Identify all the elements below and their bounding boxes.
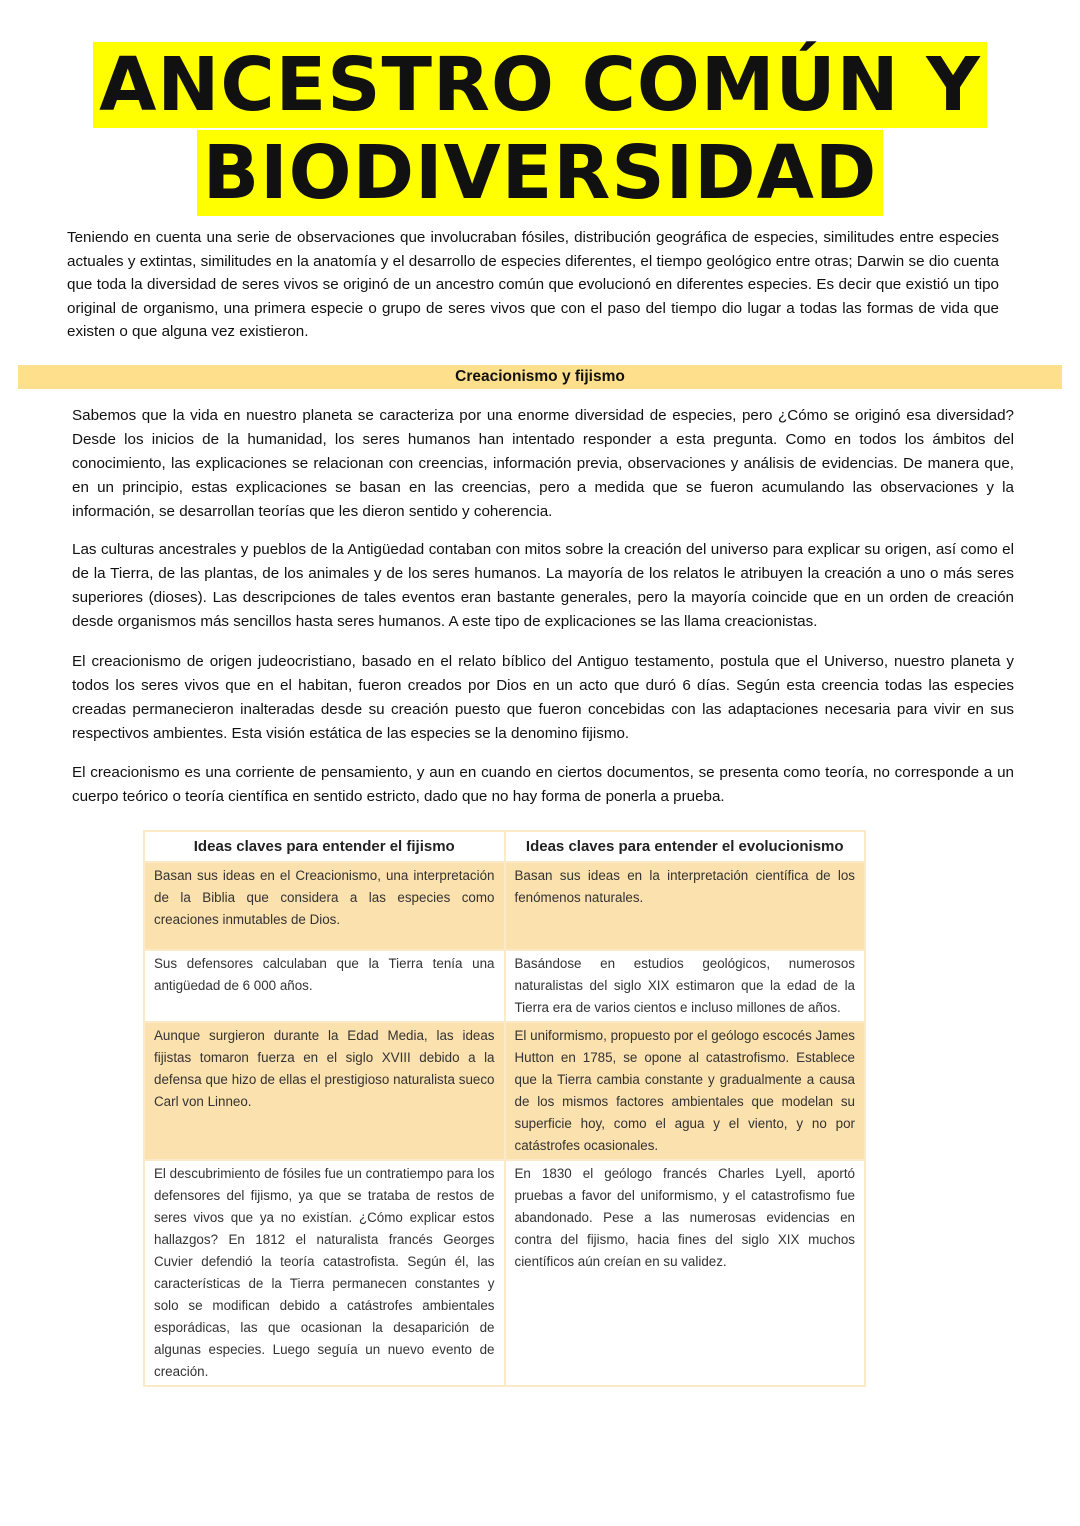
body-paragraph-2: Las culturas ancestrales y pueblos de la Antigüedad contaban con mitos sobre la creación del universo para explicar su origen, así como el de la Tierra, de las plantas, de los animales y de los seres humanos. La mayoría de los relatos le atribuyen la creación a uno o más seres superiores (dioses). Las descripciones de tales eventos eran bastante generales, pero la mayoría coincide que en un orden de creación desde organismos más sencillos hasta seres humanos. A este tipo de explicaciones se las llama creacionistas. [72, 541, 1014, 630]
table-cell: Aunque surgieron durante la Edad Media, las ideas fijistas tomaron fuerza en el siglo XVIII debido a la defensa que hizo de ellas el prestigioso naturalista sueco Carl von Linneo. [144, 1022, 505, 1160]
intro-paragraph: Teniendo en cuenta una serie de observaciones que involucraban fósiles, distribución geográfica de especies, similitudes entre especies actuales y extintas, similitudes en la anatomía y el desarrollo de especies diferentes, el tiempo geológico entre otras; Darwin se dio cuenta que toda la diversidad de seres vivos se originó de un ancestro común que evolucionó en diferentes especies. Es decir que existió un tipo original de organismo, una primera especie o grupo de seres vivos que con el paso del tiempo dio lugar a todas las formas de vida que existen o que alguna vez existieron. [67, 229, 999, 341]
body-paragraph-1: Sabemos que la vida en nuestro planeta se caracteriza por una enorme diversidad de especies, pero ¿Cómo se originó esa diversidad? Desde los inicios de la humanidad, los seres humanos han intentado responder a esta pregunta. Como en todos los ámbitos del conocimiento, las explicaciones se relacionan con creencias, información previa, observaciones y análisis de evidencias. De manera que, en un principio, estas explicaciones se basan en las creencias, pero a medida que se fueron acumulando las observaciones y la información, se desarrollan teorías que les dieron sentido y coherencia. [72, 407, 1014, 520]
section-heading: Creacionismo y fijismo [18, 365, 1062, 389]
title-highlight-2: BIODIVERSIDAD [197, 130, 884, 216]
table-cell: Basan sus ideas en la interpretación científica de los fenómenos naturales. [505, 862, 866, 950]
table-cell: Basándose en estudios geológicos, numerosos naturalistas del siglo XIX estimaron que la edad de la Tierra era de varios cientos e incluso millones de años. [505, 950, 866, 1022]
comparison-table [143, 830, 866, 1387]
table-cell: En 1830 el geólogo francés Charles Lyell, aportó pruebas a favor del uniformismo, y el catastrofismo fue abandonado. Pese a las numerosas evidencias en contra del fijismo, hacia fines del siglo XIX muchos científicos aún creían en su validez. [505, 1160, 866, 1386]
header-fijismo: Ideas claves para entender el fijismo [144, 831, 505, 862]
header-evolucionismo: Ideas claves para entender el evolucionismo [505, 831, 866, 862]
table-cell: El uniformismo, propuesto por el geólogo escocés James Hutton en 1785, se opone al catastrofismo. Establece que la Tierra cambia constante y gradualmente a causa de los mismos factores ambientales que modelan su superficie hoy, como el agua y el viento, y no por catástrofes ocasionales. [505, 1022, 866, 1160]
table-row [144, 1022, 865, 1160]
title-highlight-1: ANCESTRO COMÚN Y [93, 42, 987, 128]
body-paragraph-3: El creacionismo de origen judeocristiano, basado en el relato bíblico del Antiguo testamento, postula que el Universo, nuestro planeta y todos los seres vivos que en el habitan, fueron creados por Dios en un acto que duró 6 días. Según esta creencia todas las especies creadas permanecieron inalteradas desde su creación puesto que fueron concebidas con las adaptaciones necesaria para vivir en sus respectivos ambientes. Esta visión estática de las especies se la denomino fijismo. [72, 653, 1014, 742]
table-row [144, 950, 865, 1022]
title-line-2 [0, 126, 1080, 220]
table-cell: Sus defensores calculaban que la Tierra tenía una antigüedad de 6 000 años. [144, 950, 505, 1022]
table-row [144, 1160, 865, 1386]
table-cell: Basan sus ideas en el Creacionismo, una interpretación de la Biblia que considera a las especies como creaciones inmutables de Dios. [144, 862, 505, 950]
title-line-1 [0, 38, 1080, 132]
table-row [144, 862, 865, 950]
body-paragraph-4: El creacionismo es una corriente de pensamiento, y aun en cuando en ciertos documentos, se presenta como teoría, no corresponde a un cuerpo teórico o teoría científica en sentido estricto, dado que no hay forma de ponerla a prueba. [72, 764, 1014, 805]
table-header-row [144, 831, 865, 862]
table-cell: El descubrimiento de fósiles fue un contratiempo para los defensores del fijismo, ya que se trataba de restos de seres vivos que ya no existían. ¿Cómo explicar estos hallazgos? En 1812 el naturalista francés Georges Cuvier defendió la teoría catastrofista. Según él, las características de la Tierra permanecen constantes y solo se modifican debido a catástrofes ambientales esporádicas, las que ocasionan la desaparición de algunas especies. Luego seguía un nuevo evento de creación. [144, 1160, 505, 1386]
